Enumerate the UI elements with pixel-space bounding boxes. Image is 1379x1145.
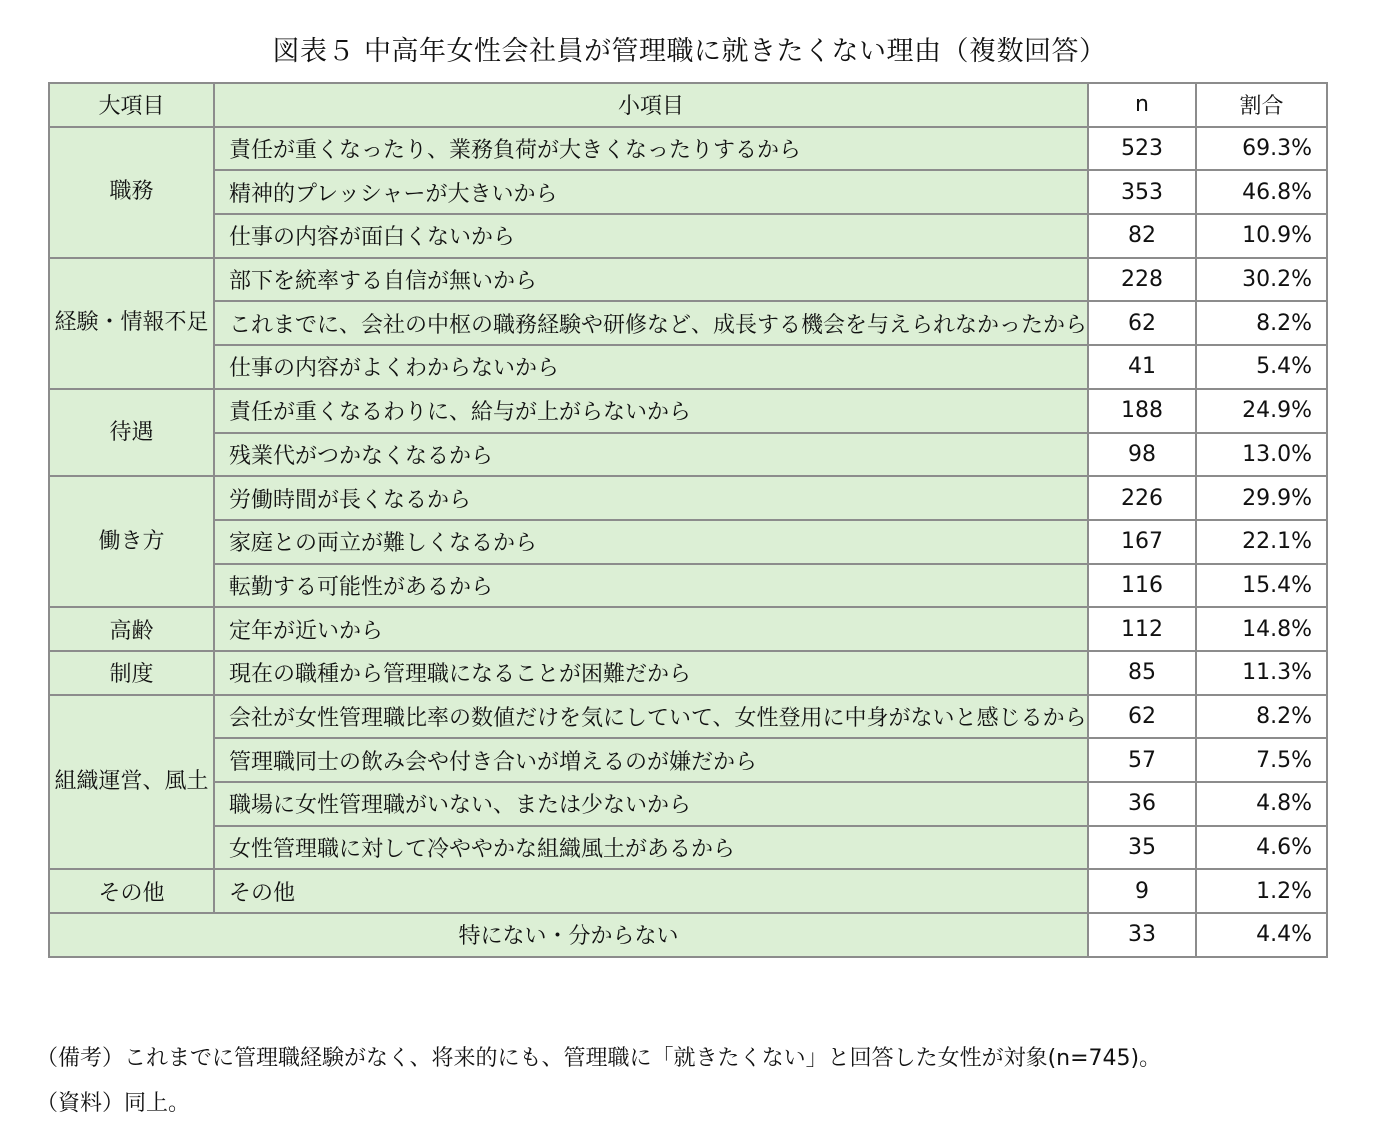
count-cell: 36 xyxy=(1088,782,1196,826)
count-cell: 226 xyxy=(1088,476,1196,520)
table-row xyxy=(49,520,1327,564)
ratio-cell: 46.8% xyxy=(1196,170,1327,214)
reasons-table xyxy=(48,82,1328,958)
table-row xyxy=(49,782,1327,826)
header-ratio: 割合 xyxy=(1196,83,1327,127)
count-cell: 62 xyxy=(1088,695,1196,739)
ratio-cell: 13.0% xyxy=(1196,433,1327,477)
item-cell: 仕事の内容が面白くないから xyxy=(214,214,1088,258)
ratio-cell: 10.9% xyxy=(1196,214,1327,258)
category-cell: その他 xyxy=(49,869,214,913)
ratio-cell: 4.4% xyxy=(1196,913,1327,957)
item-cell: 労働時間が長くなるから xyxy=(214,476,1088,520)
category-cell: 経験・情報不足 xyxy=(49,258,214,389)
ratio-cell: 1.2% xyxy=(1196,869,1327,913)
note-source: （資料）同上。 xyxy=(36,1091,191,1116)
table-row xyxy=(49,301,1327,345)
count-cell: 9 xyxy=(1088,869,1196,913)
table-row xyxy=(49,433,1327,477)
item-cell: 精神的プレッシャーが大きいから xyxy=(214,170,1088,214)
count-cell: 57 xyxy=(1088,738,1196,782)
table-title: 図表５ 中高年女性会社員が管理職に就きたくない理由（複数回答） xyxy=(272,36,1107,67)
item-cell: 家庭との両立が難しくなるから xyxy=(214,520,1088,564)
item-cell: 現在の職種から管理職になることが困難だから xyxy=(214,651,1088,695)
none-item-cell: 特にない・分からない xyxy=(49,913,1088,957)
item-cell: 責任が重くなったり、業務負荷が大きくなったりするから xyxy=(214,127,1088,171)
count-cell: 112 xyxy=(1088,607,1196,651)
ratio-cell: 29.9% xyxy=(1196,476,1327,520)
count-cell: 167 xyxy=(1088,520,1196,564)
table-row xyxy=(49,738,1327,782)
table-row-none xyxy=(49,913,1327,957)
table-row xyxy=(49,826,1327,870)
item-cell: 転勤する可能性があるから xyxy=(214,564,1088,608)
table-body xyxy=(49,127,1327,957)
ratio-cell: 24.9% xyxy=(1196,389,1327,433)
table-row xyxy=(49,127,1327,171)
item-cell: 残業代がつかなくなるから xyxy=(214,433,1088,477)
ratio-cell: 11.3% xyxy=(1196,651,1327,695)
count-cell: 41 xyxy=(1088,345,1196,389)
header-category: 大項目 xyxy=(49,83,214,127)
table-row xyxy=(49,170,1327,214)
table-header-row xyxy=(49,83,1327,127)
item-cell: 定年が近いから xyxy=(214,607,1088,651)
count-cell: 116 xyxy=(1088,564,1196,608)
category-cell: 高齢 xyxy=(49,607,214,651)
count-cell: 523 xyxy=(1088,127,1196,171)
count-cell: 82 xyxy=(1088,214,1196,258)
category-cell: 組織運営、風土 xyxy=(49,695,214,870)
header-n: n xyxy=(1088,83,1196,127)
table-row xyxy=(49,564,1327,608)
ratio-cell: 15.4% xyxy=(1196,564,1327,608)
count-cell: 85 xyxy=(1088,651,1196,695)
table-row xyxy=(49,607,1327,651)
count-cell: 188 xyxy=(1088,389,1196,433)
table-row xyxy=(49,651,1327,695)
count-cell: 62 xyxy=(1088,301,1196,345)
count-cell: 35 xyxy=(1088,826,1196,870)
table-row xyxy=(49,476,1327,520)
table-row xyxy=(49,869,1327,913)
item-cell: 部下を統率する自信が無いから xyxy=(214,258,1088,302)
count-cell: 98 xyxy=(1088,433,1196,477)
table-row xyxy=(49,258,1327,302)
ratio-cell: 5.4% xyxy=(1196,345,1327,389)
ratio-cell: 4.6% xyxy=(1196,826,1327,870)
count-cell: 228 xyxy=(1088,258,1196,302)
item-cell: 仕事の内容がよくわからないから xyxy=(214,345,1088,389)
item-cell: 会社が女性管理職比率の数値だけを気にしていて、女性登用に中身がないと感じるから xyxy=(214,695,1088,739)
ratio-cell: 22.1% xyxy=(1196,520,1327,564)
category-cell: 職務 xyxy=(49,127,214,258)
category-cell: 制度 xyxy=(49,651,214,695)
ratio-cell: 69.3% xyxy=(1196,127,1327,171)
item-cell: その他 xyxy=(214,869,1088,913)
table-row xyxy=(49,389,1327,433)
item-cell: 責任が重くなるわりに、給与が上がらないから xyxy=(214,389,1088,433)
table-row xyxy=(49,695,1327,739)
ratio-cell: 30.2% xyxy=(1196,258,1327,302)
item-cell: 管理職同士の飲み会や付き合いが増えるのが嫌だから xyxy=(214,738,1088,782)
category-cell: 働き方 xyxy=(49,476,214,607)
item-cell: 職場に女性管理職がいない、または少ないから xyxy=(214,782,1088,826)
item-cell: これまでに、会社の中枢の職務経験や研修など、成長する機会を与えられなかったから xyxy=(214,301,1088,345)
item-cell: 女性管理職に対して冷ややかな組織風土があるから xyxy=(214,826,1088,870)
ratio-cell: 8.2% xyxy=(1196,695,1327,739)
note-remarks: （備考）これまでに管理職経験がなく、将来的にも、管理職に「就きたくない」と回答した女性が対象(n=745)。 xyxy=(36,1046,1162,1071)
table-row xyxy=(49,345,1327,389)
table-row xyxy=(49,214,1327,258)
header-item: 小項目 xyxy=(214,83,1088,127)
category-cell: 待遇 xyxy=(49,389,214,476)
count-cell: 353 xyxy=(1088,170,1196,214)
ratio-cell: 8.2% xyxy=(1196,301,1327,345)
ratio-cell: 4.8% xyxy=(1196,782,1327,826)
count-cell: 33 xyxy=(1088,913,1196,957)
ratio-cell: 7.5% xyxy=(1196,738,1327,782)
ratio-cell: 14.8% xyxy=(1196,607,1327,651)
